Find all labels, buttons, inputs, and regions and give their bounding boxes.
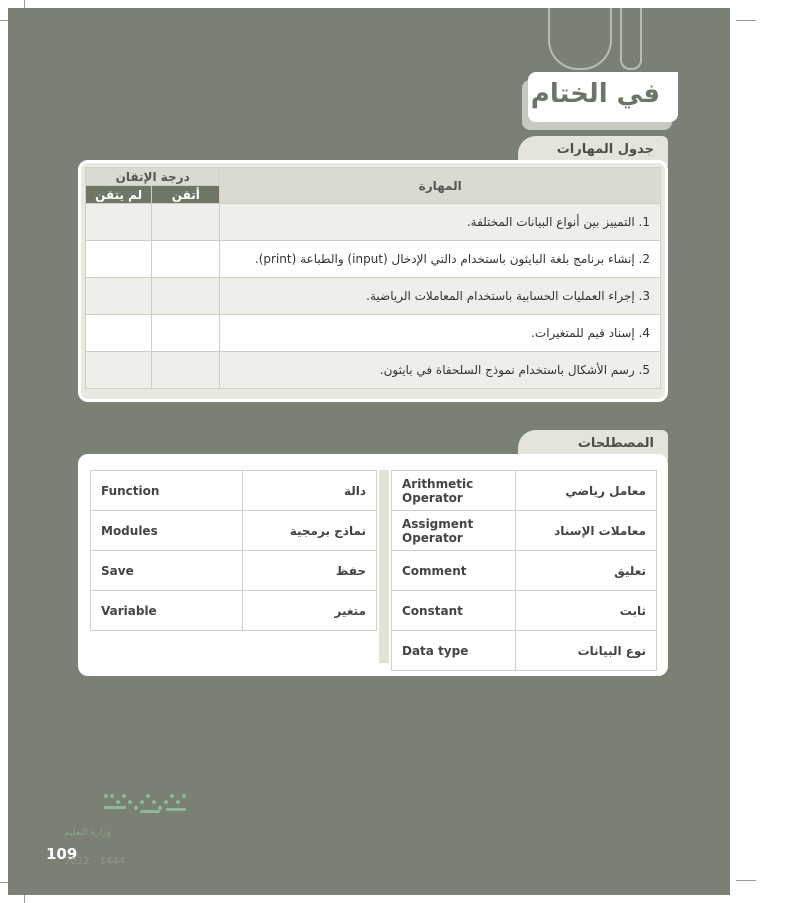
mastered-checkbox[interactable] [152, 241, 220, 278]
skill-text: 2. إنشاء برنامج بلغة البايثون باستخدام دالتي الإدخال (input) والطباعة (print). [220, 241, 661, 278]
terms-table-left [90, 470, 377, 631]
term-en: Modules [91, 511, 243, 551]
crop-mark [736, 20, 756, 21]
ministry-name: وزارة التعليم [64, 828, 112, 838]
term-row [91, 511, 377, 551]
term-ar: دالة [243, 471, 377, 511]
term-ar: نوع البيانات [516, 631, 657, 671]
term-en: Comment [392, 551, 516, 591]
terms-heading: المصطلحات [577, 436, 654, 451]
term-en: Constant [392, 591, 516, 631]
mastered-header: أتقن [152, 186, 220, 204]
skills-table [85, 167, 661, 389]
mastered-checkbox[interactable] [152, 204, 220, 241]
term-row [91, 591, 377, 631]
page-number: 109 [46, 845, 78, 863]
not-mastered-checkbox[interactable] [86, 241, 152, 278]
page-title: في الختام [530, 79, 660, 109]
decorative-hook [620, 8, 642, 70]
crop-mark [736, 880, 756, 881]
title-banner [528, 72, 678, 124]
term-en: Save [91, 551, 243, 591]
term-ar: حفظ [243, 551, 377, 591]
terms-table-right [391, 470, 657, 671]
term-en: Data type [392, 631, 516, 671]
not-mastered-checkbox[interactable] [86, 204, 152, 241]
mastered-checkbox[interactable] [152, 352, 220, 389]
skill-text: 5. رسم الأشكال باستخدام نموذج السلحفاة في بايثون. [220, 352, 661, 389]
term-ar: تعليق [516, 551, 657, 591]
term-en: Assigment Operator [392, 511, 516, 551]
term-en: Function [91, 471, 243, 511]
terms-card [78, 454, 668, 676]
edition-year: 2022 - 1444 [64, 856, 125, 867]
skill-text: 1. التمييز بين أنواع البيانات المختلفة. [220, 204, 661, 241]
ministry-logo-icon [100, 788, 192, 818]
not-mastered-checkbox[interactable] [86, 278, 152, 315]
page [8, 8, 730, 895]
term-row [392, 511, 657, 551]
term-row [91, 471, 377, 511]
term-row [392, 591, 657, 631]
column-divider [379, 470, 389, 663]
skill-text: 4. إسناد قيم للمتغيرات. [220, 315, 661, 352]
table-row [86, 315, 661, 352]
skill-text: 3. إجراء العمليات الحسابية باستخدام المعاملات الرياضية. [220, 278, 661, 315]
not-mastered-checkbox[interactable] [86, 352, 152, 389]
term-row [392, 471, 657, 511]
term-ar: نماذج برمجية [243, 511, 377, 551]
term-ar: معامل رياضي [516, 471, 657, 511]
skill-header: المهارة [220, 168, 661, 204]
table-row [86, 352, 661, 389]
term-row [91, 551, 377, 591]
skills-heading: جدول المهارات [556, 142, 654, 157]
term-row [392, 631, 657, 671]
skills-card [78, 160, 668, 402]
title-box [528, 72, 678, 122]
decorative-hook [548, 8, 612, 70]
not-mastered-header: لم يتقن [86, 186, 152, 204]
term-row [392, 551, 657, 591]
not-mastered-checkbox[interactable] [86, 315, 152, 352]
table-row [86, 241, 661, 278]
term-ar: ثابت [516, 591, 657, 631]
mastered-checkbox[interactable] [152, 278, 220, 315]
term-ar: متغير [243, 591, 377, 631]
mastery-header: درجة الإتقان [86, 168, 220, 186]
table-row [86, 278, 661, 315]
table-row [86, 204, 661, 241]
mastered-checkbox[interactable] [152, 315, 220, 352]
term-en: Arithmetic Operator [392, 471, 516, 511]
term-ar: معاملات الإسناد [516, 511, 657, 551]
term-en: Variable [91, 591, 243, 631]
